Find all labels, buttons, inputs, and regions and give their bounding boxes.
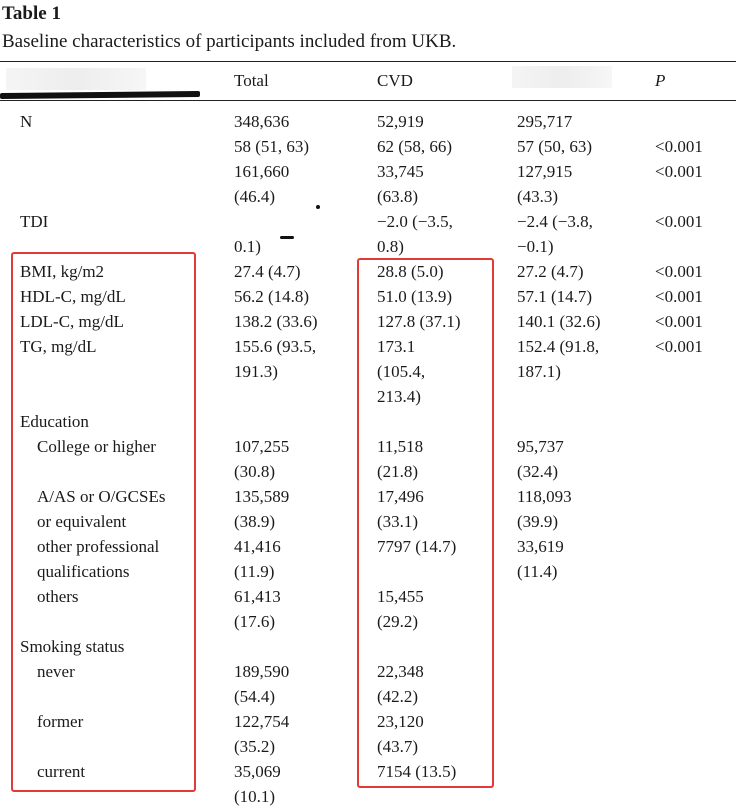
row-hdl-total: 56.2 (14.8) [234,287,310,306]
row-others-total-1: 61,413 [234,587,281,606]
row-male-noncvd-1: 127,915 [517,162,573,181]
row-tg-noncvd-1: 152.4 (91.8, [517,337,600,356]
row-alevel-total-2: (38.9) [234,512,276,531]
header-p: P [655,71,666,90]
row-tdi-label: TDI [20,212,49,231]
section-smoking: Smoking status [20,637,125,656]
row-tdi-ellipsis-smudge [280,236,294,239]
row-male-cvd-1: 33,745 [377,162,424,181]
row-bmi-label: BMI, kg/m2 [20,262,105,281]
row-n-noncvd: 295,717 [517,112,573,131]
row-current-total-1: 35,069 [234,762,281,781]
row-others-total-2: (17.6) [234,612,276,631]
row-male-p: <0.001 [655,162,703,181]
row-tdi-cvd-2: 0.8) [377,237,404,256]
row-tg-cvd-1: 173.1 [377,337,416,356]
row-otherprof-total-1: 41,416 [234,537,281,556]
row-hdl-noncvd: 57.1 (14.7) [517,287,593,306]
row-alevel-label-1: A/AS or O/GCSEs [37,487,166,506]
row-tdi-cvd-1: −2.0 (−3.5, [377,212,453,231]
row-college-cvd-1: 11,518 [377,437,424,456]
row-age-cvd: 62 (58, 66) [377,137,453,156]
row-male-total-2: (46.4) [234,187,276,206]
header-redaction-blur-right [512,66,612,88]
row-ldl-p: <0.001 [655,312,703,331]
row-bmi-total: 27.4 (4.7) [234,262,301,281]
row-tdi-noncvd-2: −0.1) [517,237,554,256]
row-ldl-noncvd: 140.1 (32.6) [517,312,601,331]
row-never-total-2: (54.4) [234,687,276,706]
row-tdi-p: <0.001 [655,212,703,231]
row-n-total: 348,636 [234,112,290,131]
row-male-noncvd-2: (43.3) [517,187,559,206]
highlight-box-labels [11,252,196,792]
row-current-total-2: (10.1) [234,787,276,806]
row-former-cvd-1: 23,120 [377,712,424,731]
table-title: Table 1 [2,3,61,24]
row-otherprof-noncvd-2: (11.4) [517,562,558,581]
row-college-label: College or higher [37,437,156,456]
row-tg-noncvd-2: 187.1) [517,362,561,381]
row-tg-p: <0.001 [655,337,703,356]
row-tdi-total-2: 0.1) [234,237,261,256]
highlight-box-cvd [357,258,494,788]
row-college-noncvd-1: 95,737 [517,437,564,456]
row-bmi-p: <0.001 [655,262,703,281]
row-current-label: current [37,762,86,781]
row-hdl-label: HDL-C, mg/dL [20,287,126,306]
row-bmi-noncvd: 27.2 (4.7) [517,262,584,281]
row-otherprof-noncvd-1: 33,619 [517,537,564,556]
row-tg-label: TG, mg/dL [20,337,97,356]
row-current-cvd-1: 7154 (13.5) [377,762,457,781]
top-rule [0,61,736,62]
row-former-total-2: (35.2) [234,737,276,756]
row-n-label: N [20,112,33,131]
row-tg-cvd-3: 213.4) [377,387,421,406]
row-college-cvd-2: (21.8) [377,462,419,481]
header-total: Total [234,71,269,90]
row-otherprof-label-1: other professional [37,537,160,556]
row-alevel-total-1: 135,589 [234,487,290,506]
row-tdi-noncvd-1: −2.4 (−3.8, [517,212,593,231]
row-male-cvd-2: (63.8) [377,187,419,206]
row-never-cvd-1: 22,348 [377,662,424,681]
row-otherprof-label-2: qualifications [37,562,130,581]
row-ldl-total: 138.2 (33.6) [234,312,318,331]
row-others-cvd-1: 15,455 [377,587,424,606]
row-never-cvd-2: (42.2) [377,687,419,706]
row-college-noncvd-2: (32.4) [517,462,559,481]
row-never-label: never [37,662,75,681]
row-tg-total-2: 191.3) [234,362,278,381]
row-former-label: former [37,712,84,731]
row-ldl-label: LDL-C, mg/dL [20,312,124,331]
header-cvd: CVD [377,71,413,90]
section-education: Education [20,412,89,431]
row-bmi-cvd: 28.8 (5.0) [377,262,444,281]
row-alevel-noncvd-2: (39.9) [517,512,559,531]
row-others-label: others [37,587,79,606]
row-tg-total-1: 155.6 (93.5, [234,337,317,356]
row-tg-cvd-2: (105.4, [377,362,426,381]
row-otherprof-cvd-1: 7797 (14.7) [377,537,457,556]
row-college-total-2: (30.8) [234,462,276,481]
row-male-total-1: 161,660 [234,162,290,181]
row-college-total-1: 107,255 [234,437,290,456]
row-hdl-p: <0.001 [655,287,703,306]
row-alevel-cvd-2: (33.1) [377,512,419,531]
row-others-cvd-2: (29.2) [377,612,419,631]
row-age-p: <0.001 [655,137,703,156]
row-former-total-1: 122,754 [234,712,290,731]
row-former-cvd-2: (43.7) [377,737,419,756]
row-otherprof-total-2: (11.9) [234,562,275,581]
row-ldl-cvd: 127.8 (37.1) [377,312,461,331]
row-alevel-label-2: or equivalent [37,512,127,531]
header-redaction-blur-left [6,68,146,90]
row-hdl-cvd: 51.0 (13.9) [377,287,453,306]
row-never-total-1: 189,590 [234,662,290,681]
row-n-cvd: 52,919 [377,112,424,131]
header-bottom-rule [0,100,736,101]
table-caption: Baseline characteristics of participants included from UKB. [2,31,457,52]
header-redaction-mark [0,91,200,99]
row-age-noncvd: 57 (50, 63) [517,137,593,156]
row-male-dot [316,205,320,209]
row-alevel-noncvd-1: 118,093 [517,487,572,506]
row-alevel-cvd-1: 17,496 [377,487,424,506]
row-age-total: 58 (51, 63) [234,137,310,156]
